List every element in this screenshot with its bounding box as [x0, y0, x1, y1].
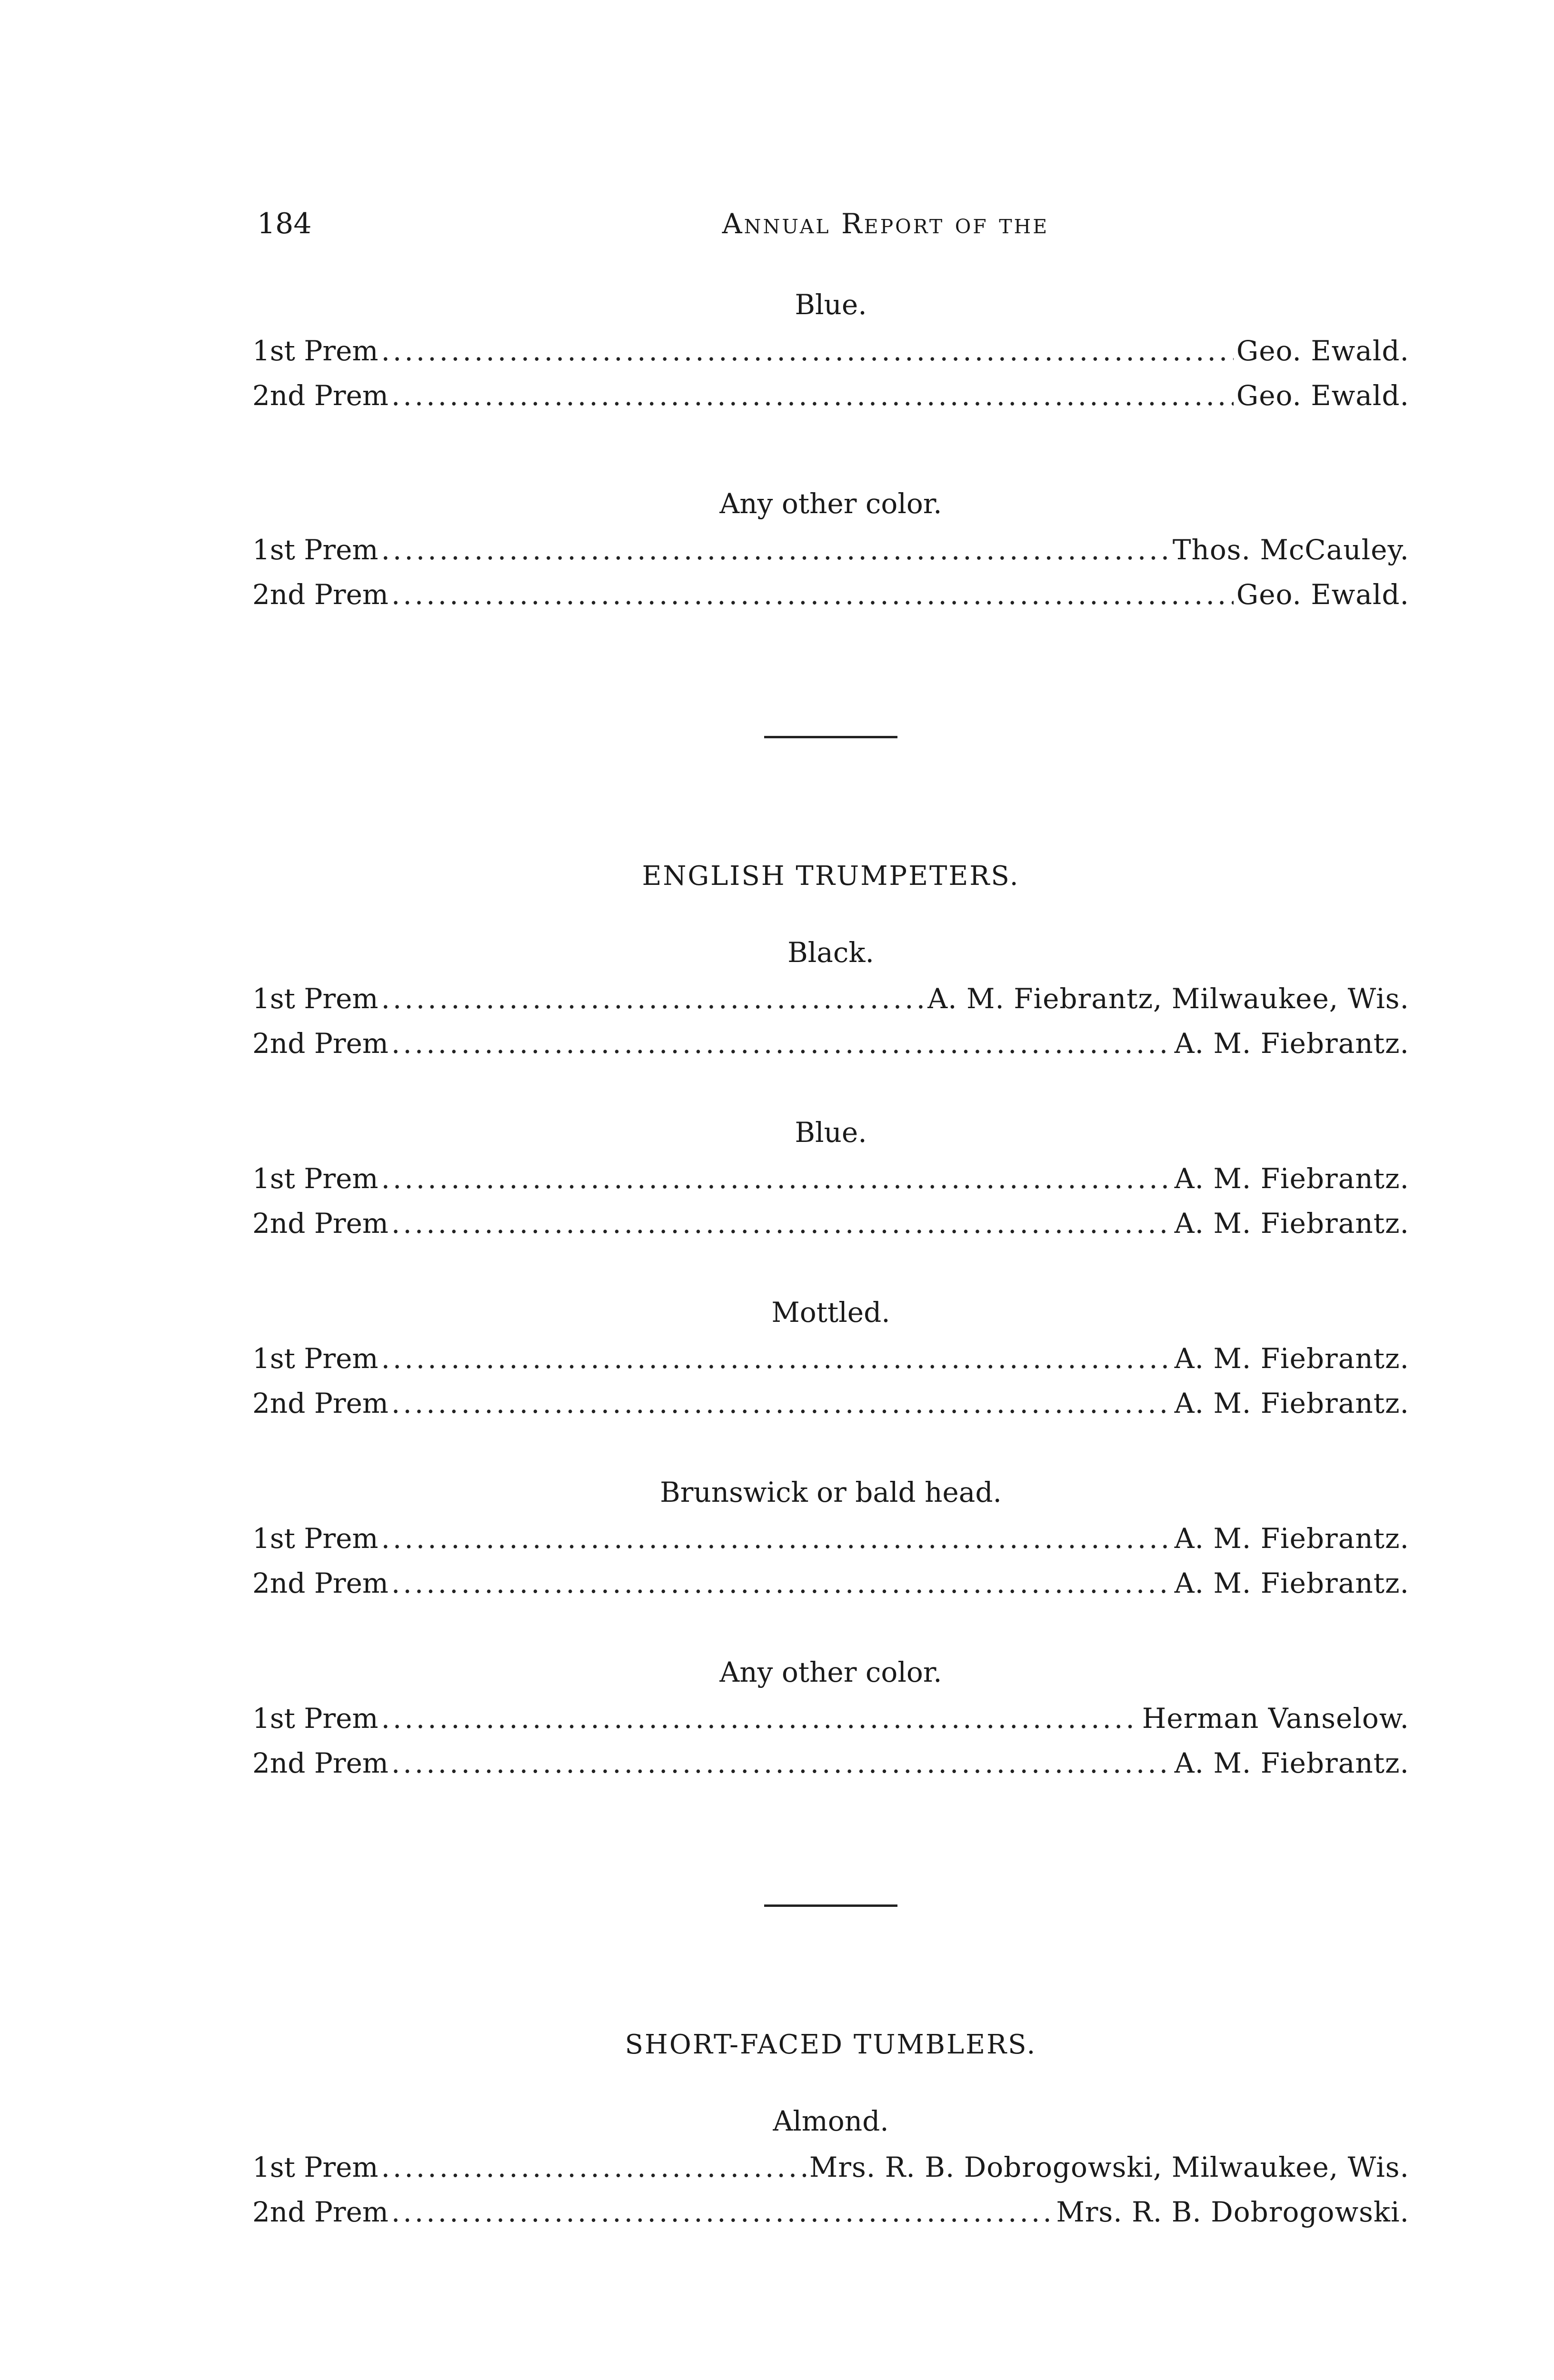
dot-leader: [381, 2145, 806, 2190]
winner-name: A. M. Fiebrantz, Milwaukee, Wis.: [927, 982, 1409, 1015]
prize-label: 2nd Prem: [252, 379, 388, 412]
list-item: [252, 976, 1409, 1021]
category-blue: [252, 1113, 1409, 1246]
page-number: 184: [257, 207, 312, 240]
prize-label: 1st Prem: [252, 1162, 379, 1195]
category-title: Almond.: [773, 2105, 889, 2137]
running-head: Annual Report of the: [722, 208, 1049, 240]
dot-leader: [381, 1516, 1171, 1561]
prize-label: 1st Prem: [252, 1702, 379, 1735]
dot-leader: [391, 1741, 1172, 1785]
prize-label: 2nd Prem: [252, 578, 388, 611]
list-item: [252, 1201, 1409, 1246]
winner-name: A. M. Fiebrantz.: [1174, 1207, 1409, 1240]
category-blue: [252, 286, 1409, 418]
prize-label: 1st Prem: [252, 335, 379, 367]
category-mottled: [252, 1293, 1409, 1426]
prize-label: 2nd Prem: [252, 1207, 388, 1240]
prize-label: 2nd Prem: [252, 1747, 388, 1779]
winner-name: Geo. Ewald.: [1236, 379, 1409, 412]
dot-leader: [381, 328, 1233, 373]
premium-list: [252, 286, 1409, 2234]
category-any-other-color: [252, 485, 1409, 617]
winner-name: A. M. Fiebrantz.: [1174, 1342, 1409, 1375]
list-item: [252, 373, 1409, 418]
list-item: [252, 2190, 1409, 2234]
prize-label: 2nd Prem: [252, 1567, 388, 1599]
list-item: [252, 572, 1409, 617]
category-title: Blue.: [795, 288, 867, 321]
dot-leader: [391, 1021, 1172, 1066]
category-almond: [252, 2102, 1409, 2234]
section-continued: [252, 286, 1409, 617]
page-header: [257, 205, 1409, 248]
winner-name: A. M. Fiebrantz.: [1174, 1387, 1409, 1419]
category-black: [252, 933, 1409, 1066]
winner-name: A. M. Fiebrantz.: [1174, 1027, 1409, 1060]
winner-name: A. M. Fiebrantz.: [1174, 1162, 1409, 1195]
list-item: [252, 1021, 1409, 1066]
dot-leader: [391, 1201, 1172, 1246]
dot-leader: [391, 1381, 1172, 1426]
dot-leader: [391, 2190, 1054, 2234]
list-item: [252, 1741, 1409, 1785]
section-title: SHORT-FACED TUMBLERS.: [625, 2029, 1037, 2060]
prize-label: 1st Prem: [252, 2151, 379, 2183]
category-title: Black.: [787, 936, 874, 969]
list-item: [252, 1696, 1409, 1741]
winner-name: Herman Vanselow.: [1142, 1702, 1409, 1735]
dot-leader: [381, 1336, 1171, 1381]
prize-label: 1st Prem: [252, 1522, 379, 1555]
dot-leader: [391, 373, 1234, 418]
prize-label: 2nd Prem: [252, 1387, 388, 1419]
category-title: Any other color.: [719, 487, 942, 520]
list-item: [252, 2145, 1409, 2190]
dot-leader: [381, 1696, 1139, 1741]
winner-name: A. M. Fiebrantz.: [1174, 1522, 1409, 1555]
prize-label: 2nd Prem: [252, 1027, 388, 1060]
section-title: ENGLISH TRUMPETERS.: [642, 861, 1020, 892]
winner-name: Mrs. R. B. Dobrogowski, Milwaukee, Wis.: [809, 2151, 1409, 2183]
prize-label: 1st Prem: [252, 534, 379, 566]
winner-name: Thos. McCauley.: [1172, 534, 1409, 566]
winner-name: A. M. Fiebrantz.: [1174, 1747, 1409, 1779]
section-short-faced-tumblers: [252, 2026, 1409, 2234]
winner-name: Geo. Ewald.: [1236, 578, 1409, 611]
list-item: [252, 1381, 1409, 1426]
category-title: Mottled.: [771, 1296, 890, 1329]
section-english-trumpeters: [252, 857, 1409, 1785]
section-divider: [764, 736, 897, 738]
category-brunswick-bald-head: [252, 1473, 1409, 1606]
list-item: [252, 1336, 1409, 1381]
list-item: [252, 328, 1409, 373]
dot-leader: [391, 1561, 1172, 1606]
dot-leader: [381, 976, 925, 1021]
section-divider: [764, 1904, 897, 1907]
category-title: Brunswick or bald head.: [660, 1476, 1002, 1508]
dot-leader: [381, 527, 1169, 572]
dot-leader: [391, 572, 1234, 617]
prize-label: 2nd Prem: [252, 2196, 388, 2228]
winner-name: A. M. Fiebrantz.: [1174, 1567, 1409, 1599]
list-item: [252, 527, 1409, 572]
list-item: [252, 1561, 1409, 1606]
winner-name: Geo. Ewald.: [1236, 335, 1409, 367]
category-title: Any other color.: [719, 1656, 942, 1688]
winner-name: Mrs. R. B. Dobrogowski.: [1056, 2196, 1409, 2228]
prize-label: 1st Prem: [252, 982, 379, 1015]
prize-label: 1st Prem: [252, 1342, 379, 1375]
list-item: [252, 1516, 1409, 1561]
dot-leader: [381, 1156, 1171, 1201]
list-item: [252, 1156, 1409, 1201]
category-any-other-color: [252, 1653, 1409, 1785]
category-title: Blue.: [795, 1116, 867, 1149]
